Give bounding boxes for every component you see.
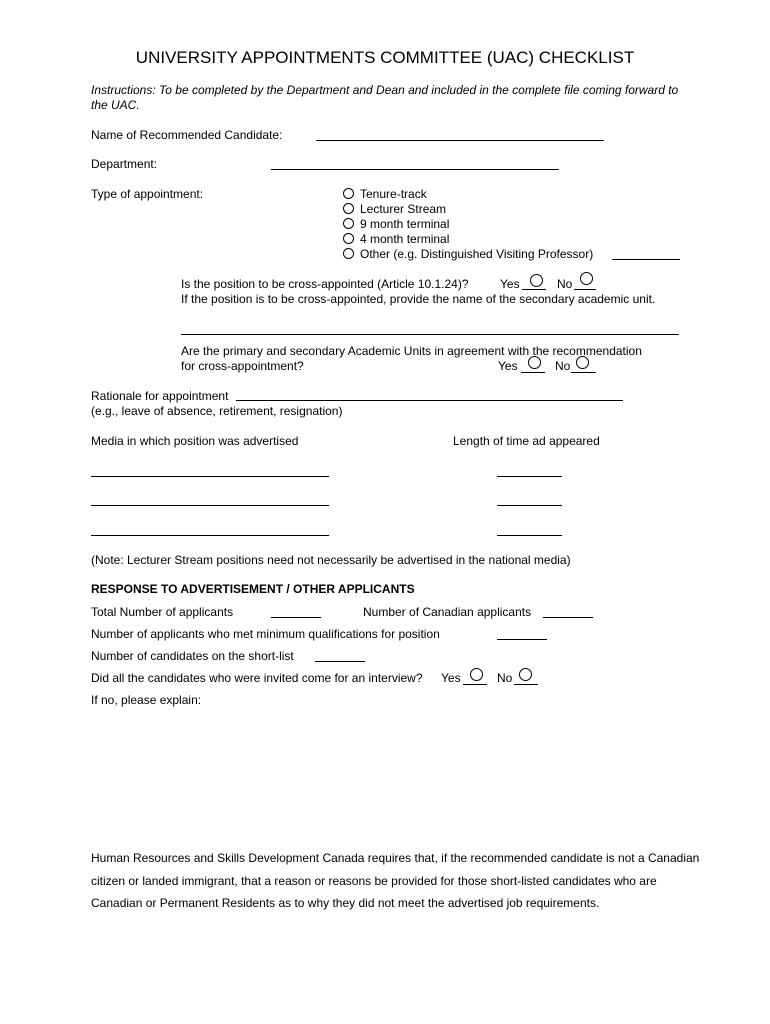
media-field-1[interactable] bbox=[91, 476, 329, 477]
explain-label: If no, please explain: bbox=[91, 693, 202, 707]
interview-yes-radio[interactable] bbox=[470, 668, 483, 681]
cross-no-label: No bbox=[557, 277, 573, 291]
option-9-month-terminal[interactable]: 9 month terminal bbox=[343, 217, 449, 231]
rationale-hint: (e.g., leave of absence, retirement, resignation) bbox=[91, 404, 343, 418]
option-lecturer-stream[interactable]: Lecturer Stream bbox=[343, 202, 446, 216]
appointment-type-label: Type of appointment: bbox=[91, 187, 204, 201]
agreement-question-line2: for cross-appointment? bbox=[181, 359, 304, 373]
canadian-applicants-label: Number of Canadian applicants bbox=[363, 605, 532, 619]
radio-4-month-terminal[interactable] bbox=[343, 233, 354, 244]
min-qualifications-label: Number of applicants who met minimum qualifications for position bbox=[91, 627, 440, 641]
canadian-applicants-field[interactable] bbox=[543, 617, 593, 618]
cross-yes-underline bbox=[522, 289, 546, 290]
option-4-month-terminal[interactable]: 4 month terminal bbox=[343, 232, 449, 246]
media-field-3[interactable] bbox=[91, 535, 329, 536]
shortlist-label: Number of candidates on the short-list bbox=[91, 649, 294, 663]
radio-lecturer-stream[interactable] bbox=[343, 203, 354, 214]
agreement-no-underline bbox=[571, 372, 596, 373]
candidate-name-field[interactable] bbox=[316, 140, 604, 141]
agreement-yes-label: Yes bbox=[498, 359, 518, 373]
total-applicants-field[interactable] bbox=[271, 617, 321, 618]
other-specify-field[interactable] bbox=[612, 259, 680, 260]
ad-length-field-2[interactable] bbox=[497, 505, 562, 506]
agreement-no-radio[interactable] bbox=[576, 356, 589, 369]
secondary-unit-field[interactable] bbox=[181, 334, 679, 335]
total-applicants-label: Total Number of applicants bbox=[91, 605, 234, 619]
agreement-yes-radio[interactable] bbox=[528, 356, 541, 369]
hrsdc-paragraph: Human Resources and Skills Development Canada requires that, if the recommended candidate is not a Canadian citizen or landed immigrant, that a reason or reasons be provided for those short-listed candidates who are Canadian or Permanent Residents as to why they did not meet the advertised job requirements. bbox=[91, 851, 700, 910]
secondary-unit-prompt: If the position is to be cross-appointed, provide the name of the secondary academic unit. bbox=[181, 292, 656, 306]
interview-no-label: No bbox=[497, 671, 513, 685]
radio-tenure-track[interactable] bbox=[343, 188, 354, 199]
option-tenure-track[interactable]: Tenure-track bbox=[343, 187, 427, 201]
instructions-text: Instructions: To be completed by the Department and Dean and included in the complete file coming forward to the UAC. bbox=[91, 83, 679, 112]
radio-9-month-terminal[interactable] bbox=[343, 218, 354, 229]
explain-area[interactable] bbox=[91, 712, 681, 832]
rationale-label: Rationale for appointment bbox=[91, 389, 229, 403]
interview-yes-label: Yes bbox=[441, 671, 461, 685]
agreement-question-line1: Are the primary and secondary Academic Units in agreement with the recommendation bbox=[181, 344, 642, 358]
ad-length-field-3[interactable] bbox=[497, 535, 562, 536]
interview-no-radio[interactable] bbox=[519, 668, 532, 681]
option-other[interactable]: Other (e.g. Distinguished Visiting Professor) bbox=[343, 247, 593, 261]
page-title: UNIVERSITY APPOINTMENTS COMMITTEE (UAC) CHECKLIST bbox=[135, 48, 635, 67]
candidate-label: Name of Recommended Candidate: bbox=[91, 128, 283, 142]
department-field[interactable] bbox=[271, 169, 559, 170]
ad-length-label: Length of time ad appeared bbox=[453, 434, 600, 448]
shortlist-field[interactable] bbox=[315, 661, 365, 662]
lecturer-note: (Note: Lecturer Stream positions need not necessarily be advertised in the national media) bbox=[91, 553, 571, 567]
interview-yes-underline bbox=[463, 684, 487, 685]
interview-no-underline bbox=[514, 684, 538, 685]
interview-question: Did all the candidates who were invited come for an interview? bbox=[91, 671, 423, 685]
department-label: Department: bbox=[91, 157, 158, 171]
agreement-no-label: No bbox=[555, 359, 571, 373]
cross-yes-radio[interactable] bbox=[530, 274, 543, 287]
media-field-2[interactable] bbox=[91, 505, 329, 506]
cross-no-radio[interactable] bbox=[580, 272, 593, 285]
agreement-yes-underline bbox=[521, 372, 545, 373]
cross-no-underline bbox=[574, 289, 596, 290]
media-label: Media in which position was advertised bbox=[91, 434, 299, 448]
cross-yes-label: Yes bbox=[500, 277, 520, 291]
min-qualifications-field[interactable] bbox=[497, 639, 547, 640]
ad-length-field-1[interactable] bbox=[497, 476, 562, 477]
rationale-field[interactable] bbox=[236, 400, 623, 401]
radio-other[interactable] bbox=[343, 248, 354, 259]
cross-appointed-question: Is the position to be cross-appointed (Article 10.1.24)? bbox=[181, 277, 469, 291]
response-heading: RESPONSE TO ADVERTISEMENT / OTHER APPLICANTS bbox=[91, 582, 415, 596]
